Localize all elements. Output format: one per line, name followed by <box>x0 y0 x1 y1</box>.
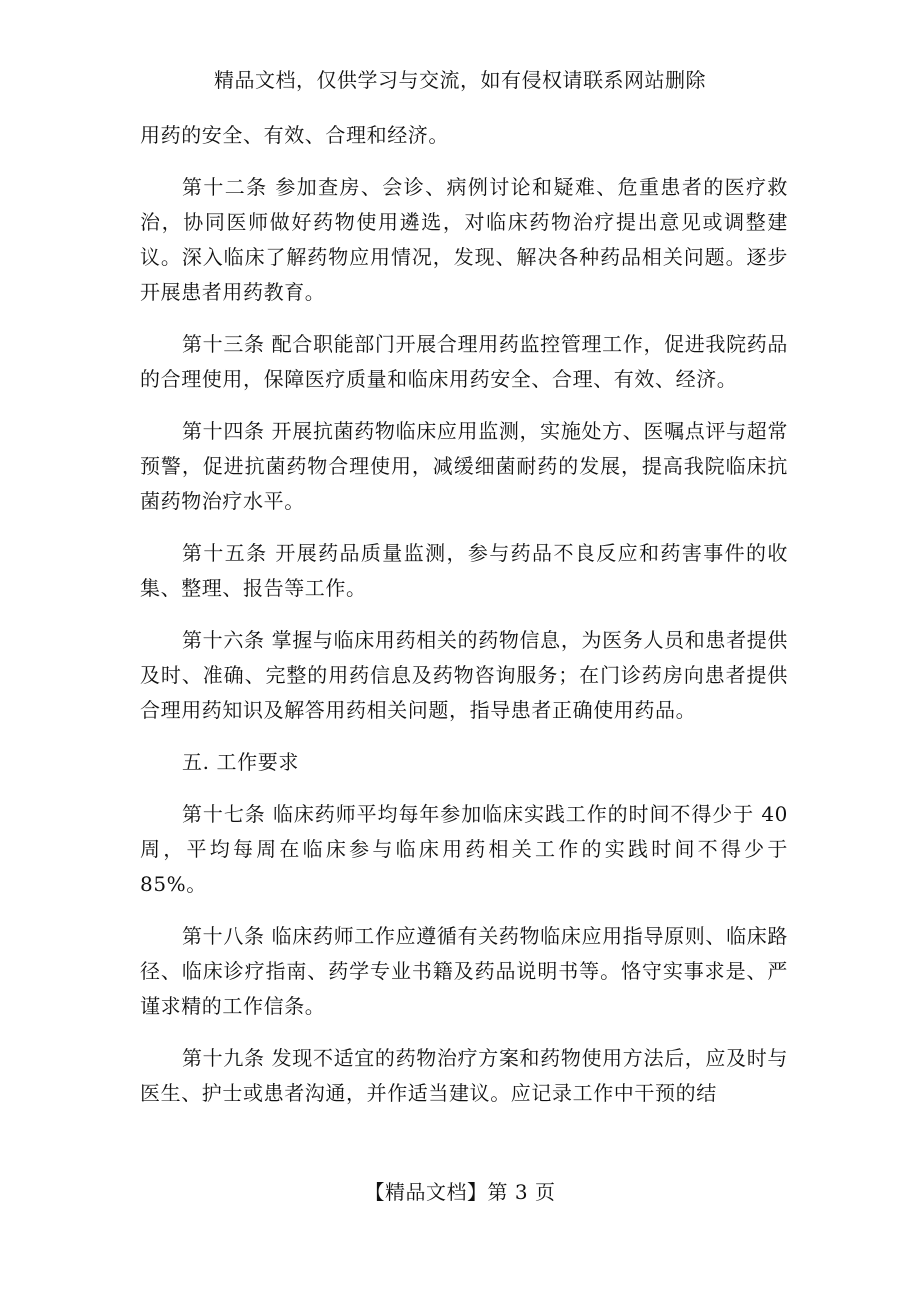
document-body <box>140 118 788 1128</box>
page-footer: 【精品文档】第 3 页 <box>364 1180 556 1204</box>
article-17: 第十七条 临床药师平均每年参加临床实践工作的时间不得少于 40 周，平均每周在临床参与临床用药相关工作的实践时间不得少于 85%。 <box>140 802 788 896</box>
article-14: 第十四条 开展抗菌药物临床应用监测，实施处方、医嘱点评与超常预警，促进抗菌药物合理使用，减缓细菌耐药的发展，提高我院临床抗菌药物治疗水平。 <box>140 419 788 513</box>
article-15: 第十五条 开展药品质量监测，参与药品不良反应和药害事件的收集、整理、报告等工作。 <box>140 541 788 600</box>
article-18: 第十八条 临床药师工作应遵循有关药物临床应用指导原则、临床路径、临床诊疗指南、药学专业书籍及药品说明书等。恪守实事求是、严谨求精的工作信条。 <box>140 924 788 1018</box>
article-16: 第十六条 掌握与临床用药相关的药物信息，为医务人员和患者提供及时、准确、完整的用药信息及药物咨询服务；在门诊药房向患者提供合理用药知识及解答用药相关问题，指导患者正确使用药品。 <box>140 628 788 722</box>
article-13: 第十三条 配合职能部门开展合理用药监控管理工作，促进我院药品的合理使用，保障医疗质量和临床用药安全、合理、有效、经济。 <box>140 332 788 391</box>
paragraph-continuation: 用药的安全、有效、合理和经济。 <box>140 123 449 147</box>
page-header: 精品文档，仅供学习与交流，如有侵权请联系网站删除 <box>214 68 706 92</box>
article-12: 第十二条 参加查房、会诊、病例讨论和疑难、危重患者的医疗救治，协同医师做好药物使用遴选，对临床药物治疗提出意见或调整建议。深入临床了解药物应用情况，发现、解决各种药品相关问题。逐步开展患者用药教育。 <box>140 175 788 304</box>
section-heading-work-requirements: 五. 工作要求 <box>182 750 299 774</box>
article-19: 第十九条 发现不适宜的药物治疗方案和药物使用方法后，应及时与医生、护士或患者沟通，并作适当建议。应记录工作中干预的结 <box>140 1046 788 1105</box>
